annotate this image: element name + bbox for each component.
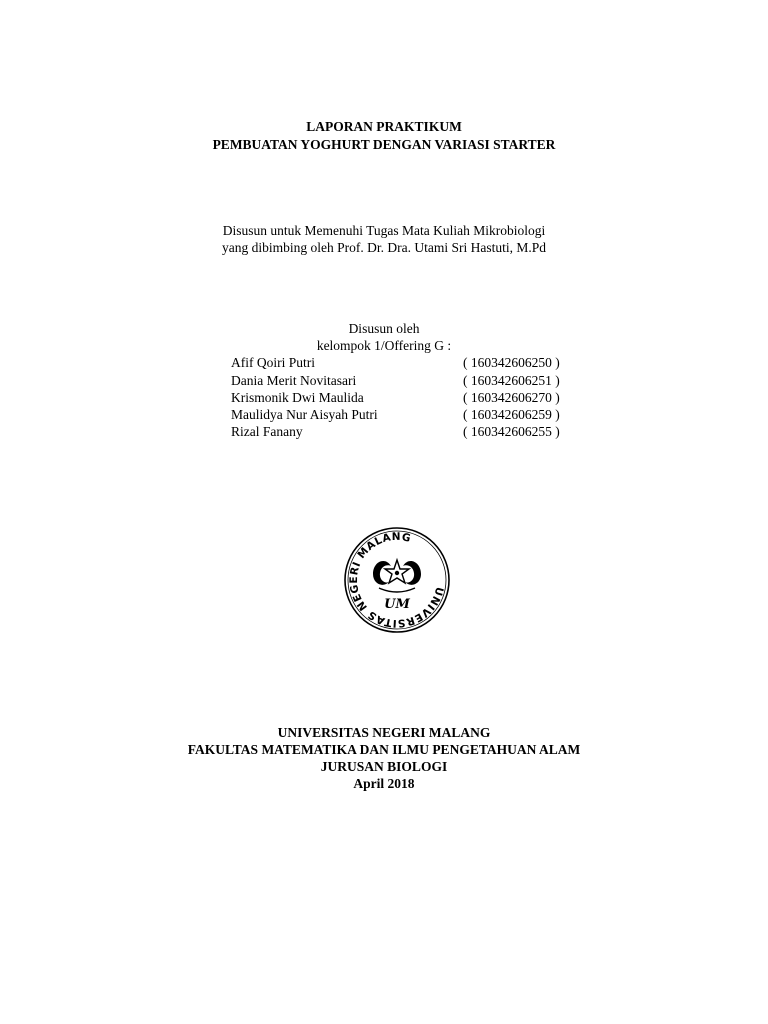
member-row — [0, 389, 768, 406]
member-name: Afif Qoiri Putri — [231, 355, 315, 370]
purpose-line-1: Disusun untuk Memenuhi Tugas Mata Kuliah Mikrobiologi — [222, 223, 546, 238]
member-name: Maulidya Nur Aisyah Putri — [231, 407, 378, 422]
member-nim: ( 160342606259 ) — [463, 407, 560, 422]
university-seal-logo — [343, 526, 451, 634]
purpose-line-2: yang dibimbing oleh Prof. Dr. Dra. Utami Sri Hastuti, M.Pd — [222, 240, 546, 255]
member-row — [0, 372, 768, 389]
seal-monogram: UM — [384, 597, 410, 612]
member-name: Rizal Fanany — [231, 424, 303, 439]
faculty-name: FAKULTAS MATEMATIKA DAN ILMU PENGETAHUAN ALAM — [187, 742, 581, 757]
seal-emblem — [373, 560, 421, 592]
member-nim: ( 160342606250 ) — [463, 355, 560, 370]
member-name: Krismonik Dwi Maulida — [231, 390, 364, 405]
department-name: JURUSAN BIOLOGI — [320, 759, 448, 774]
member-row — [0, 423, 768, 440]
seal-ring-text: UNIVERSITAS NEGERI MALANG — [347, 530, 446, 630]
member-row — [0, 354, 768, 371]
authors-heading: Disusun oleh — [348, 321, 420, 336]
report-date: April 2018 — [353, 776, 415, 791]
university-name: UNIVERSITAS NEGERI MALANG — [277, 725, 491, 740]
member-nim: ( 160342606255 ) — [463, 424, 560, 439]
report-subtitle: PEMBUATAN YOGHURT DENGAN VARIASI STARTER — [212, 137, 556, 152]
member-row — [0, 406, 768, 423]
member-nim: ( 160342606251 ) — [463, 373, 560, 388]
svg-text:UNIVERSITAS NEGERI MALANG — [346, 529, 447, 631]
report-title: LAPORAN PRAKTIKUM — [306, 119, 462, 134]
authors-group: kelompok 1/Offering G : — [316, 338, 452, 353]
member-nim: ( 160342606270 ) — [463, 390, 560, 405]
member-name: Dania Merit Novitasari — [231, 373, 357, 388]
